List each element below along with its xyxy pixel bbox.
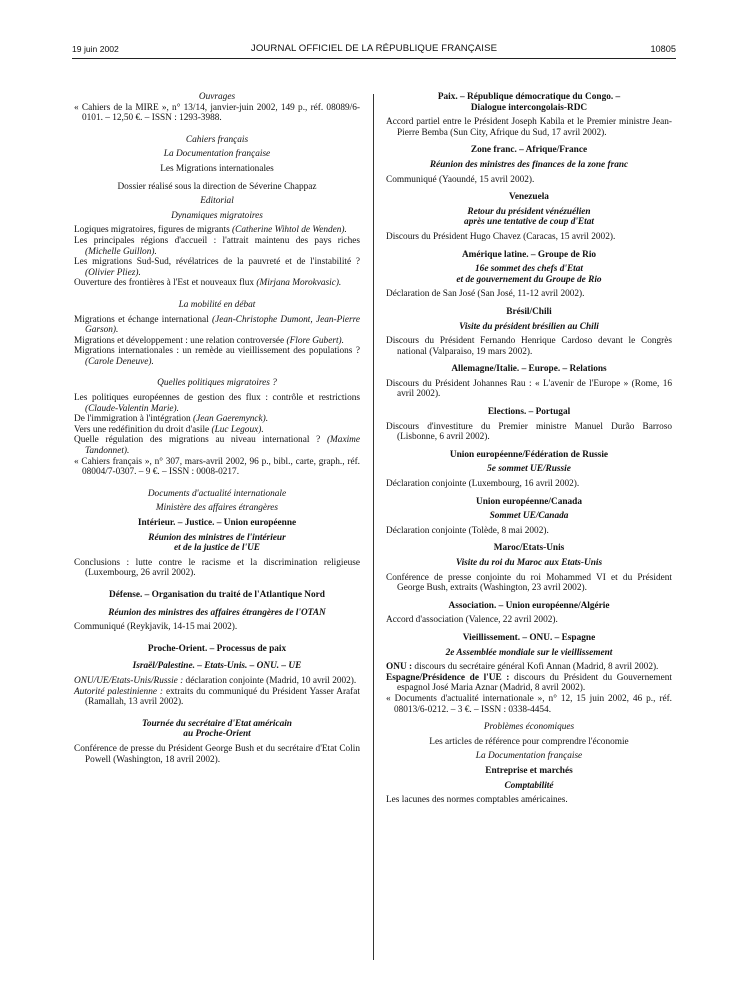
list-item: Les politiques européennes de gestion des flux : contrôle et restrictions (Claude-Valentin Marie). (74, 393, 360, 414)
subheading-interieur-1: Réunion des ministres de l'intérieur (148, 532, 286, 543)
onu-vieillissement-entry: ONU : discours du secrétaire général Kofi Annan (Madrid, 8 avril 2002). (386, 662, 659, 673)
subheading-ue-canada: Sommet UE/Canada (489, 511, 569, 522)
zone-franc-entry: Communiqué (Yaoundé, 15 avril 2002). (386, 174, 535, 185)
heading-defense: Défense. – Organisation du traité de l'Atlantique Nord (109, 589, 325, 600)
heading-paix-1: Paix. – République démocratique du Congo. – (437, 92, 621, 102)
heading-ue-russie: Union européenne/Fédération de Russie (449, 449, 609, 460)
heading-paix-2: Dialogue intercongolais-RDC (470, 102, 588, 113)
section-cahiers-francais: Cahiers français (185, 134, 249, 145)
subheading-ue-russie: 5e sommet UE/Russie (487, 464, 571, 475)
heading-bresil-chili: Brésil/Chili (506, 306, 552, 317)
heading-amerique-latine: Amérique latine. – Groupe de Rio (461, 249, 597, 260)
subheading-vieillissement: 2e Assemblée mondiale sur le vieillissement (445, 647, 613, 658)
column-divider (373, 94, 374, 960)
heading-mobilite: La mobilité en débat (178, 299, 256, 310)
section-documents-actualite: Documents d'actualité internationale (147, 488, 287, 499)
bresil-entry: Discours du Président Fernando Henrique Cardoso devant le Congrès national (Valparaiso, 19 mars 2002). (386, 336, 672, 357)
subheading-comptabilite: Comptabilité (504, 780, 554, 791)
documents-reference: « Documents d'actualité internationale », n° 12, 15 juin 2002, 46 p., réf. 08013/6-0212. – 3 €. – ISSN : 0338-4454. (386, 693, 672, 715)
heading-interieur: Intérieur. – Justice. – Union européenne (137, 518, 297, 528)
ue-russie-entry: Déclaration conjointe (Luxembourg, 16 avril 2002). (386, 479, 580, 490)
page-header (72, 44, 676, 59)
subheading-zone-franc: Réunion des ministres des finances de la zone franc (429, 159, 629, 170)
amerique-entry: Déclaration de San José (San José, 11-12 avril 2002). (386, 289, 585, 300)
paix-entry: Accord partiel entre le Président Joseph Kabila et le Premier ministre Jean-Pierre Bemba (Sun City, Afrique du Sud, 17 avril 2002). (386, 117, 672, 138)
list-item: Les migrations Sud-Sud, révélatrices de la pauvreté et de l'instabilité ? (Olivier Pliez). (74, 257, 360, 278)
heading-allemagne-italie: Allemagne/Italie. – Europe. – Relations (451, 364, 607, 375)
subheading-amerique-2: et de gouvernement du Groupe de Rio (456, 274, 602, 285)
association-entry: Accord d'association (Valence, 22 avril 2002). (386, 615, 558, 626)
mobilite-list (74, 315, 360, 368)
venezuela-entry: Discours du Président Hugo Chavez (Caracas, 15 avril 2002). (386, 231, 616, 242)
comptabilite-entry: Les lacunes des normes comptables américaines. (386, 795, 568, 806)
heading-dynamiques: Dynamiques migratoires (171, 210, 263, 221)
espagne-entry: Espagne/Présidence de l'UE : discours du Président du Gouvernement espagnol José Maria Aznar (Madrid, 8 avril 2002). (386, 672, 672, 694)
elections-entry: Discours d'investiture du Premier ministre Manuel Durão Barroso (Lisbonne, 6 avril 2002). (386, 421, 672, 443)
subheading-otan: Réunion des ministres des affaires étrangères de l'OTAN (108, 607, 326, 618)
maroc-entry: Conférence de presse conjointe du roi Mohammed VI et du Président George Bush, extraits (Washington, 23 avril 2002). (386, 572, 672, 594)
subheading-bresil: Visite du président brésilien au Chili (459, 321, 599, 332)
left-column (74, 92, 360, 765)
publisher-name: La Documentation française (163, 149, 271, 160)
right-column (386, 92, 672, 806)
heading-maroc: Maroc/Etats-Unis (493, 543, 565, 554)
heading-vieillissement: Vieillissement. – ONU. – Espagne (462, 632, 596, 643)
subheading-amerique-1: 16e sommet des chefs d'Etat (475, 264, 583, 275)
politiques-list (74, 393, 360, 457)
heading-proche-orient: Proche-Orient. – Processus de paix (147, 643, 287, 654)
otan-entry: Communiqué (Reykjavik, 14-15 mai 2002). (74, 622, 238, 633)
publisher-name: La Documentation française (475, 751, 583, 762)
issue-title: Les Migrations internationales (160, 163, 274, 174)
list-item: Migrations et échange international (Jean-Christophe Dumont, Jean-Pierre Garson). (74, 314, 360, 336)
subheading-interieur-2: et de la justice de l'UE (174, 543, 260, 554)
header-date: 19 juin 2002 (72, 44, 119, 54)
list-item: Les principales régions d'accueil : l'attrait maintenu des pays riches (Michelle Guillon). (74, 235, 360, 257)
allemagne-entry: Discours du Président Johannes Rau : « L'avenir de l'Europe » (Rome, 16 avril 2002). (386, 378, 672, 400)
list-item: Vers une redéfinition du droit d'asile (Luc Legoux). (74, 424, 264, 435)
list-item: Migrations internationales : un remède au vieillissement des populations ? (Carole Deneuve). (74, 346, 360, 367)
section-ouvrages: Ouvrages (198, 92, 236, 102)
subheading-tournee-2: au Proche-Orient (183, 729, 251, 740)
dossier-credit: Dossier réalisé sous la direction de Séverine Chappaz (117, 181, 317, 192)
heading-politiques: Quelles politiques migratoires ? (157, 378, 277, 389)
ministry-name: Ministère des affaires étrangères (155, 503, 279, 514)
subheading-tournee-1: Tournée du secrétaire d'Etat américain (142, 718, 292, 729)
conclusions-entry: Conclusions : lutte contre le racisme et la discrimination religieuse (Luxembourg, 26 avril 2002). (74, 557, 360, 579)
list-item: Ouverture des frontières à l'Est et nouveaux flux (Mirjana Morokvasic). (74, 278, 342, 289)
heading-association: Association. – Union européenne/Algérie (448, 600, 610, 611)
list-item: De l'immigration à l'intégration (Jean Gaeremynck). (74, 414, 269, 425)
ue-canada-entry: Déclaration conjointe (Tolède, 8 mai 2002). (386, 525, 549, 536)
tournee-entry: Conférence de presse du Président George Bush et du secrétaire d'Etat Colin Powell (Washington, 18 avril 2002). (74, 743, 360, 765)
heading-venezuela: Venezuela (509, 192, 549, 203)
mire-reference: « Cahiers de la MIRE », n° 13/14, janvier-juin 2002, 149 p., réf. 08089/6-0101. – 12,50 €. – ISSN : 1293-3988. (74, 102, 360, 124)
section-problemes: Problèmes économiques (483, 722, 575, 733)
list-item: Logiques migratoires, figures de migrants (Catherine Wihtol de Wenden). (74, 225, 347, 236)
list-item: Migrations et développement : une relation controversée (Flore Gubert). (74, 335, 344, 346)
subheading-venezuela-2: après une tentative de coup d'Etat (464, 217, 594, 228)
list-item: Quelle régulation des migrations au niveau international ? (Maxime Tandonnet). (74, 435, 360, 457)
editorial-heading: Editorial (200, 196, 234, 207)
subheading-venezuela-1: Retour du président vénézuélien (467, 206, 591, 217)
subheading-maroc: Visite du roi du Maroc aux Etats-Unis (455, 558, 603, 568)
heading-zone-franc: Zone franc. – Afrique/France (470, 145, 588, 156)
onu-entry: ONU/UE/Etats-Unis/Russie : déclaration conjointe (Madrid, 10 avril 2002). (74, 675, 357, 686)
journal-title: JOURNAL OFFICIEL DE LA RÉPUBLIQUE FRANÇAISE (250, 43, 498, 54)
dynamiques-list (74, 225, 360, 289)
problemes-tagline: Les articles de référence pour comprendre l'économie (429, 736, 629, 747)
autorite-entry: Autorité palestinienne : extraits du communiqué du Président Yasser Arafat (Ramallah, 13 avril 2002). (74, 686, 360, 708)
cahiers-reference: « Cahiers français », n° 307, mars-avril 2002, 96 p., bibl., carte, graph., réf. 08004/7-0307. – 9 €. – ISSN : 0008-0217. (74, 456, 360, 478)
subheading-israel: Israël/Palestine. – Etats-Unis. – ONU. – UE (132, 661, 302, 672)
heading-ue-canada: Union européenne/Canada (476, 496, 582, 507)
page-number: 10805 (650, 44, 676, 54)
heading-elections: Elections. – Portugal (487, 407, 571, 418)
heading-entreprise: Entreprise et marchés (485, 765, 573, 776)
